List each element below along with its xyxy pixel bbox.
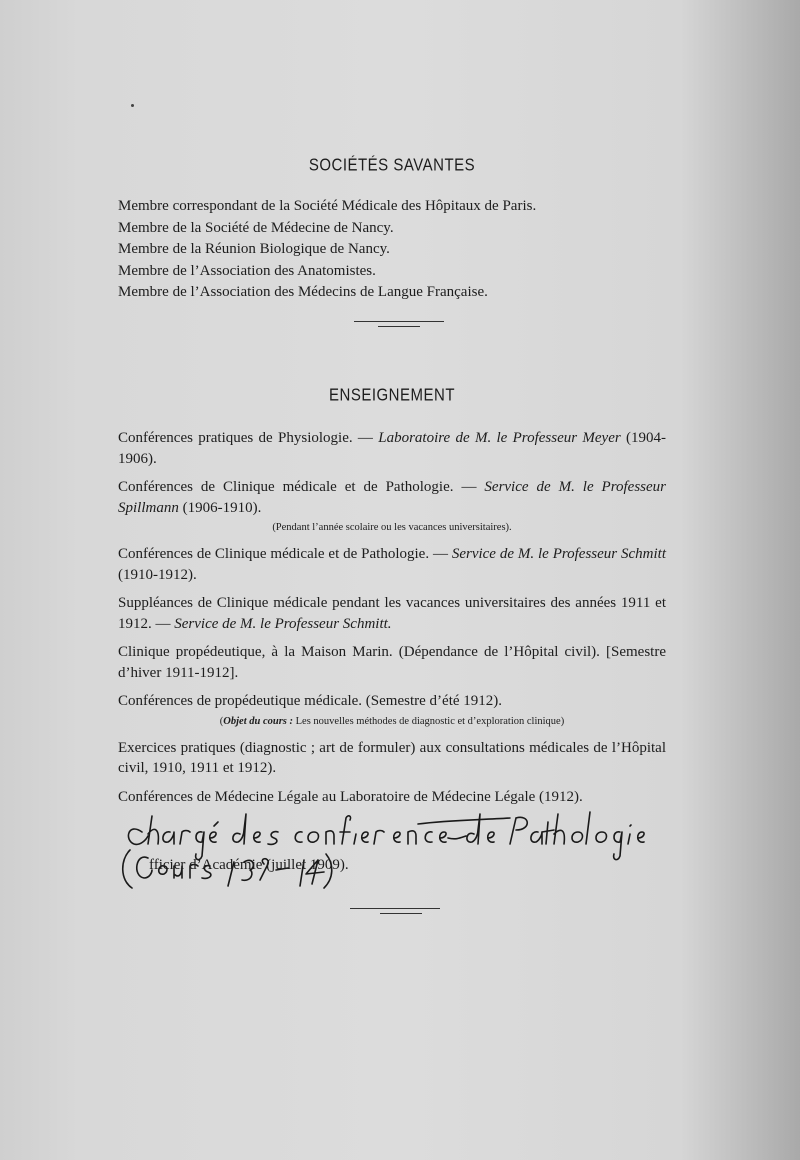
list-item: Membre correspondant de la Société Médicale des Hôpitaux de Paris. xyxy=(118,198,537,214)
section-heading-enseignement: ENSEIGNEMENT xyxy=(328,385,455,406)
enseignement-list xyxy=(118,428,666,815)
list-item: Membre de l’Association des Médecins de Langue Française. xyxy=(118,284,488,300)
list-item: Membre de la Société de Médecine de Nancy. xyxy=(118,219,394,236)
list-item: Conférences de Médecine Légale au Laboratoire de Médecine Légale (1912). xyxy=(118,788,583,805)
list-item: Conférences de propédeutique médicale. (Semestre d’été 1912). (Objet du cours : Les nouvelles méthodes de diagnostic et d’exploration clinique) xyxy=(118,691,666,730)
list-item: Membre de l’Association des Anatomistes. xyxy=(118,262,376,279)
section-heading-societes: SOCIÉTÉS SAVANTES xyxy=(308,155,476,176)
handwriting-drawing xyxy=(118,800,678,890)
speck-mark xyxy=(131,104,134,107)
list-item: Membre de la Réunion Biologique de Nancy. xyxy=(118,241,390,257)
item-note: (Objet du cours : Les nouvelles méthodes de diagnostic et d’exploration clinique) xyxy=(219,715,565,727)
item-note: (Pendant l’année scolaire ou les vacances universitaires). xyxy=(272,522,512,533)
section-divider xyxy=(354,321,444,328)
list-item: Conférences de Clinique médicale et de Pathologie. — Service de M. le Professeur Spillmann (1906-1910). (Pendant l’année scolaire ou les vacances universitaires). xyxy=(118,477,666,536)
handwritten-annotation xyxy=(118,800,678,890)
section-divider xyxy=(350,908,440,915)
list-item: Clinique propédeutique, à la Maison Marin. (Dépendance de l’Hôpital civil). [Semestre d’hiver 1911-1912]. xyxy=(118,644,666,681)
officier-line: fficier d’Académie (juillet 1909). xyxy=(149,857,349,873)
list-item: Suppléances de Clinique médicale pendant les vacances universitaires des années 1911 et 1912. — Service de M. le Professeur Schmitt. xyxy=(118,595,666,632)
list-item: Exercices pratiques (diagnostic ; art de formuler) aux consultations médicales de l’Hôpital civil, 1910, 1911 et 1912). xyxy=(118,739,666,776)
list-item: Conférences pratiques de Physiologie. — Laboratoire de M. le Professeur Meyer (1904-1906). xyxy=(118,430,666,467)
list-item: Conférences de Clinique médicale et de Pathologie. — Service de M. le Professeur Schmitt (1910-1912). xyxy=(118,546,667,583)
societes-list xyxy=(118,196,536,304)
